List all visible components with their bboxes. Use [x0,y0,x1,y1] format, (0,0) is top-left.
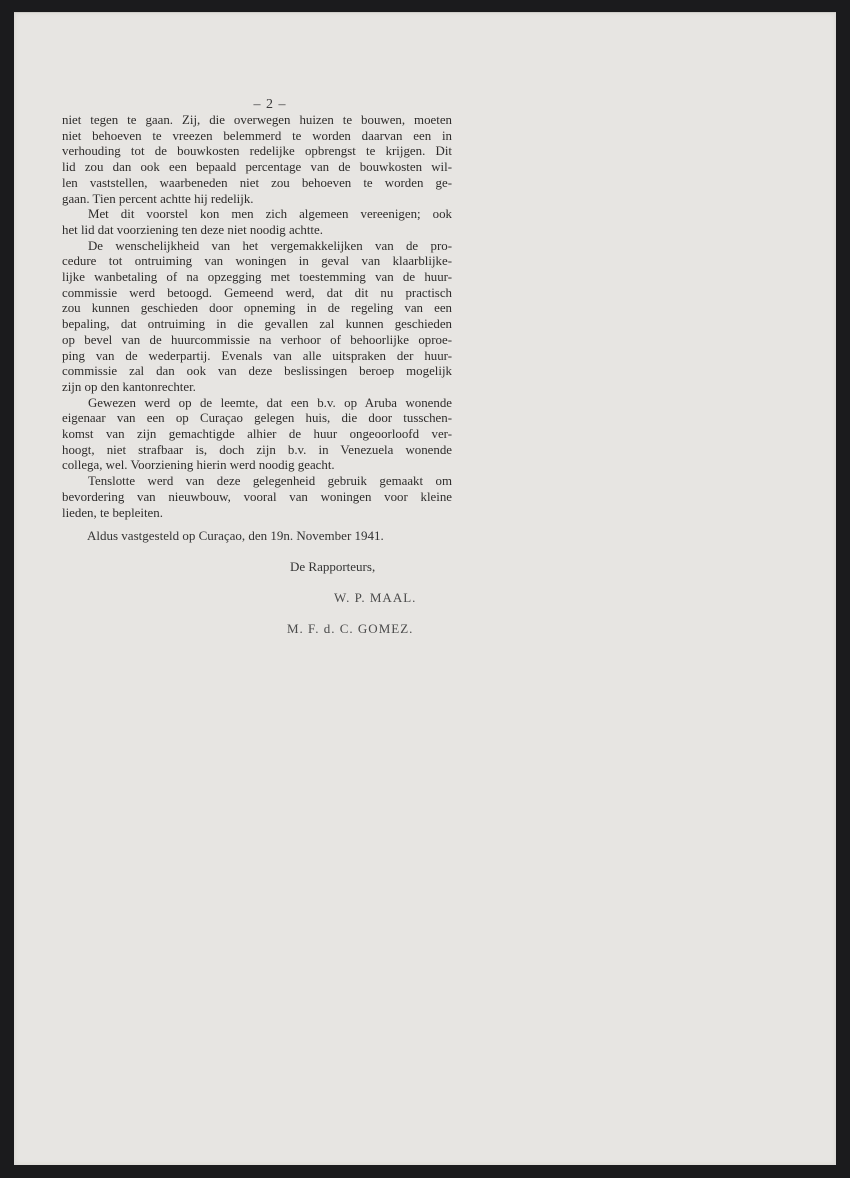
body-line: Met dit voorstel kon men zich algemeen vereenigen; ook [88,207,452,222]
body-line: commissie werd betoogd. Gemeend werd, dat dit nu practisch [62,285,452,300]
body-line: lijke wanbetaling of na opzegging met toestemming van de huur- [62,270,452,285]
signatory-maal: W. P. MAAL. [334,590,417,605]
body-text [62,113,452,521]
body-line: De wenschelijkheid van het vergemakkelijken van de pro- [88,238,452,253]
body-line: len vaststellen, waarbeneden niet zou behoeven te worden ge- [62,175,452,190]
body-line: commissie zal dan ook van deze beslissingen beroep mogelijk [62,364,452,379]
body-line: ping van de wederpartij. Evenals van alle uitspraken der huur- [62,348,452,363]
body-line: zijn op den kantonrechter. [62,379,196,394]
body-line: bevordering van nieuwbouw, vooral van woningen voor kleine [62,489,452,504]
body-line: op bevel van de huurcommissie na verhoor of behoorlijke oproe- [62,332,452,347]
body-line: hoogt, niet strafbaar is, doch zijn b.v. in Venezuela wonende [62,442,452,457]
body-line: gaan. Tien percent achtte hij redelijk. [62,191,254,206]
body-line: niet behoeven te vreezen belemmerd te worden daarvan een in [62,128,452,143]
body-line: Tenslotte werd van deze gelegenheid gebruik gemaakt om [88,474,452,489]
body-line: eigenaar van een op Curaçao gelegen huis, die door tusschen- [62,411,452,426]
rapporteurs-label: De Rapporteurs, [290,559,376,574]
body-line: zou kunnen geschieden door opneming in de regeling van een [62,301,452,316]
body-line: lieden, te bepleiten. [62,505,163,520]
date-line: Aldus vastgesteld op Curaçao, den 19n. November 1941. [87,528,384,543]
body-line: collega, wel. Voorziening hierin werd noodig geacht. [62,458,335,473]
page-number: – 2 – [253,97,287,112]
body-line: bepaling, dat ontruiming in die gevallen zal kunnen geschieden [62,317,452,332]
body-line: lid zou dan ook een bepaald percentage van de bouwkosten wil- [62,160,452,175]
body-line: niet tegen te gaan. Zij, die overwegen huizen te bouwen, moeten [62,113,452,127]
body-line: cedure tot ontruiming van woningen in geval van klaarblijke- [62,254,452,269]
body-line: komst van zijn gemachtigde alhier de huur ongeoorloofd ver- [62,427,452,442]
signatory-gomez: M. F. d. C. GOMEZ. [287,621,414,636]
body-line: verhouding tot de bouwkosten redelijke opbrengst te krijgen. Dit [62,144,452,159]
page-edge [14,12,836,13]
body-line: Gewezen werd op de leemte, dat een b.v. op Aruba wonende [88,395,452,410]
body-line: het lid dat voorziening ten deze niet noodig achtte. [62,222,323,237]
